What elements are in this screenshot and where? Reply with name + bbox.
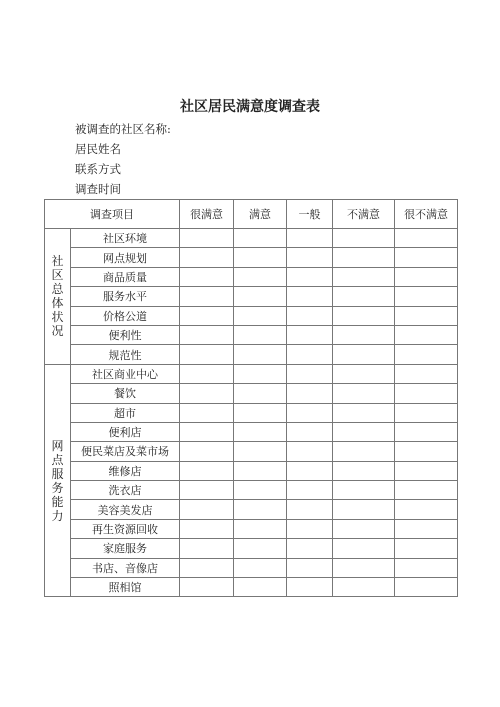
rating-cell[interactable]: [287, 306, 333, 325]
rating-cell[interactable]: [333, 325, 395, 344]
rating-cell[interactable]: [395, 461, 458, 480]
rating-cell[interactable]: [234, 539, 287, 558]
rating-cell[interactable]: [333, 267, 395, 286]
rating-cell[interactable]: [234, 267, 287, 286]
header-dissatisfied: 不满意: [333, 200, 395, 229]
item-label: 价格公道: [71, 306, 180, 325]
rating-cell[interactable]: [234, 500, 287, 519]
rating-cell[interactable]: [234, 287, 287, 306]
rating-cell[interactable]: [333, 403, 395, 422]
item-label: 书店、音像店: [71, 558, 180, 577]
rating-cell[interactable]: [234, 519, 287, 538]
rating-cell[interactable]: [395, 539, 458, 558]
rating-cell[interactable]: [333, 345, 395, 364]
rating-cell[interactable]: [287, 519, 333, 538]
rating-cell[interactable]: [333, 578, 395, 597]
rating-cell[interactable]: [395, 558, 458, 577]
rating-cell[interactable]: [180, 364, 234, 383]
rating-cell[interactable]: [395, 345, 458, 364]
rating-cell[interactable]: [180, 578, 234, 597]
rating-cell[interactable]: [287, 384, 333, 403]
rating-cell[interactable]: [287, 287, 333, 306]
item-label: 便利店: [71, 422, 180, 441]
rating-cell[interactable]: [395, 500, 458, 519]
item-label: 便民菜店及菜市场: [71, 442, 180, 461]
rating-cell[interactable]: [287, 422, 333, 441]
item-label: 家庭服务: [71, 539, 180, 558]
rating-cell[interactable]: [395, 229, 458, 248]
contact-label: 联系方式: [75, 162, 121, 176]
table-row: [45, 287, 458, 306]
item-label: 网点规划: [71, 248, 180, 267]
rating-cell[interactable]: [180, 248, 234, 267]
rating-cell[interactable]: [180, 229, 234, 248]
header-row: [45, 200, 458, 229]
community-name-label: 被调查的社区名称:: [75, 122, 171, 136]
survey-time-label: 调查时间: [75, 182, 121, 196]
rating-cell[interactable]: [234, 345, 287, 364]
rating-cell[interactable]: [395, 422, 458, 441]
rating-cell[interactable]: [333, 539, 395, 558]
table-row: [45, 364, 458, 383]
rating-cell[interactable]: [395, 248, 458, 267]
rating-cell[interactable]: [234, 558, 287, 577]
rating-cell[interactable]: [333, 558, 395, 577]
survey-body: [45, 229, 458, 597]
table-row: [45, 403, 458, 422]
rating-cell[interactable]: [287, 364, 333, 383]
rating-cell[interactable]: [180, 519, 234, 538]
rating-cell[interactable]: [287, 558, 333, 577]
rating-cell[interactable]: [180, 287, 234, 306]
table-row: [45, 442, 458, 461]
rating-cell[interactable]: [234, 229, 287, 248]
item-label: 照相馆: [71, 578, 180, 597]
rating-cell[interactable]: [333, 229, 395, 248]
rating-cell[interactable]: [180, 558, 234, 577]
table-row: [45, 267, 458, 286]
rating-cell[interactable]: [395, 287, 458, 306]
item-label: 餐饮: [71, 384, 180, 403]
table-row: [45, 384, 458, 403]
resident-name-label: 居民姓名: [75, 142, 121, 156]
rating-cell[interactable]: [333, 306, 395, 325]
rating-cell[interactable]: [333, 384, 395, 403]
item-label: 规范性: [71, 345, 180, 364]
table-row: [45, 325, 458, 344]
table-row: [45, 461, 458, 480]
rating-cell[interactable]: [180, 384, 234, 403]
rating-cell[interactable]: [180, 306, 234, 325]
rating-cell[interactable]: [395, 481, 458, 500]
form-title: 社区居民满意度调查表: [180, 99, 320, 115]
table-row: [45, 306, 458, 325]
rating-cell[interactable]: [333, 248, 395, 267]
rating-cell[interactable]: [333, 364, 395, 383]
item-label: 洗衣店: [71, 481, 180, 500]
rating-cell[interactable]: [333, 461, 395, 480]
item-label: 服务水平: [71, 287, 180, 306]
item-label: 再生资源回收: [71, 519, 180, 538]
table-row: [45, 539, 458, 558]
rating-cell[interactable]: [234, 442, 287, 461]
rating-cell[interactable]: [395, 403, 458, 422]
rating-cell[interactable]: [395, 442, 458, 461]
rating-cell[interactable]: [180, 539, 234, 558]
table-row: [45, 248, 458, 267]
rating-cell[interactable]: [180, 267, 234, 286]
rating-cell[interactable]: [180, 500, 234, 519]
rating-cell[interactable]: [180, 325, 234, 344]
category-label: 网点服务能力: [45, 364, 71, 597]
rating-cell[interactable]: [234, 325, 287, 344]
table-row: [45, 481, 458, 500]
rating-cell[interactable]: [395, 578, 458, 597]
rating-cell[interactable]: [395, 267, 458, 286]
rating-cell[interactable]: [287, 481, 333, 500]
item-label: 美容美发店: [71, 500, 180, 519]
table-row: [45, 519, 458, 538]
rating-cell[interactable]: [287, 461, 333, 480]
item-label: 便利性: [71, 325, 180, 344]
table-row: [45, 578, 458, 597]
rating-cell[interactable]: [333, 500, 395, 519]
rating-cell[interactable]: [234, 403, 287, 422]
rating-cell[interactable]: [287, 229, 333, 248]
rating-cell[interactable]: [234, 461, 287, 480]
rating-cell[interactable]: [180, 345, 234, 364]
rating-cell[interactable]: [180, 403, 234, 422]
rating-cell[interactable]: [287, 345, 333, 364]
rating-cell[interactable]: [333, 287, 395, 306]
item-label: 社区环境: [71, 229, 180, 248]
rating-cell[interactable]: [234, 306, 287, 325]
header-neutral: 一般: [287, 200, 333, 229]
item-label: 商品质量: [71, 267, 180, 286]
rating-cell[interactable]: [180, 461, 234, 480]
rating-cell[interactable]: [287, 578, 333, 597]
item-label: 维修店: [71, 461, 180, 480]
item-label: 社区商业中心: [71, 364, 180, 383]
header-survey-item: 调查项目: [45, 200, 180, 229]
rating-cell[interactable]: [234, 248, 287, 267]
rating-cell[interactable]: [333, 481, 395, 500]
rating-cell[interactable]: [395, 325, 458, 344]
rating-cell[interactable]: [395, 364, 458, 383]
rating-cell[interactable]: [234, 481, 287, 500]
header-very-satisfied: 很满意: [180, 200, 234, 229]
rating-cell[interactable]: [180, 442, 234, 461]
header-satisfied: 满意: [234, 200, 287, 229]
rating-cell[interactable]: [287, 442, 333, 461]
category-label: 社区总体状况: [45, 229, 71, 365]
rating-cell[interactable]: [333, 519, 395, 538]
rating-cell[interactable]: [180, 422, 234, 441]
rating-cell[interactable]: [333, 422, 395, 441]
rating-cell[interactable]: [287, 325, 333, 344]
table-row: [45, 422, 458, 441]
table-row: [45, 345, 458, 364]
rating-cell[interactable]: [333, 442, 395, 461]
rating-cell[interactable]: [180, 481, 234, 500]
rating-cell[interactable]: [287, 500, 333, 519]
rating-cell[interactable]: [234, 578, 287, 597]
rating-cell[interactable]: [287, 248, 333, 267]
table-row: [45, 229, 458, 248]
rating-cell[interactable]: [234, 422, 287, 441]
survey-table: [44, 199, 458, 597]
item-label: 超市: [71, 403, 180, 422]
table-row: [45, 558, 458, 577]
rating-cell[interactable]: [287, 539, 333, 558]
rating-cell[interactable]: [234, 384, 287, 403]
header-very-dissatisfied: 很不满意: [395, 200, 458, 229]
rating-cell[interactable]: [395, 384, 458, 403]
rating-cell[interactable]: [395, 519, 458, 538]
table-row: [45, 500, 458, 519]
rating-cell[interactable]: [234, 364, 287, 383]
rating-cell[interactable]: [395, 306, 458, 325]
rating-cell[interactable]: [287, 403, 333, 422]
rating-cell[interactable]: [287, 267, 333, 286]
